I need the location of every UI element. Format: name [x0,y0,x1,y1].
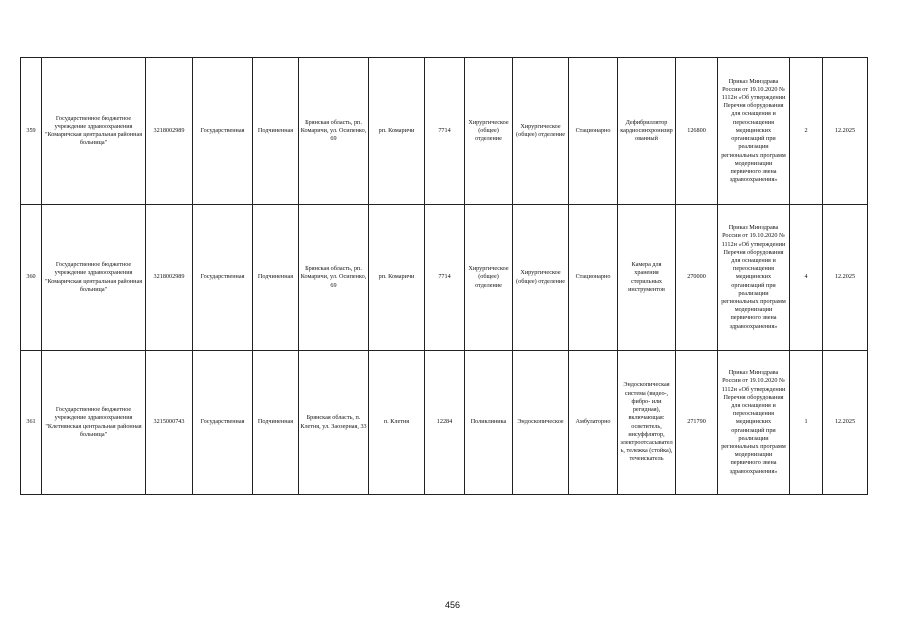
delivery-date: 12.2025 [823,351,868,495]
address: Брянская область, п. Клетня, ул. Заозерная, 33 [299,351,369,495]
sub-department: Эндоскопическое [513,351,569,495]
inn: 3218002989 [146,205,193,351]
delivery-date: 12.2025 [823,58,868,205]
sub-department: Хирургическое (общее) отделение [513,58,569,205]
locality: рп. Комаричи [369,205,425,351]
legal-basis: Приказ Минздрава России от 19.10.2020 № 1112н «Об утверждении Перечня оборудования для оснащения и переоснащения медицинских организаций при реализации региональных программ модернизации первичного звена здравоохранения» [718,351,790,495]
subordination: Подчиненная [253,351,299,495]
organization-name: Государственное бюджетное учреждение здравоохранения "Клетнянская центральная районная больница" [42,351,146,495]
registry-table [20,57,868,495]
ownership-form: Государственная [193,58,253,205]
price: 271790 [676,351,718,495]
department: Поликлиника [465,351,513,495]
price: 126800 [676,58,718,205]
ownership-form: Государственная [193,351,253,495]
table-row [21,205,868,351]
row-number: 359 [21,58,42,205]
department: Хирургическое (общее) отделение [465,205,513,351]
population: 12284 [425,351,465,495]
price: 270000 [676,205,718,351]
organization-name: Государственное бюджетное учреждение здравоохранения "Комаричская центральная районная больница" [42,58,146,205]
quantity: 2 [790,58,823,205]
table-row [21,58,868,205]
equipment-name: Камера для хранения стерильных инструментов [618,205,676,351]
delivery-date: 12.2025 [823,205,868,351]
quantity: 4 [790,205,823,351]
page-number: 456 [444,600,461,610]
locality: п. Клетня [369,351,425,495]
population: 7714 [425,58,465,205]
subordination: Подчиненная [253,205,299,351]
locality: рп. Комаричи [369,58,425,205]
row-number: 361 [21,351,42,495]
department: Хирургическое (общее) отделение [465,58,513,205]
legal-basis: Приказ Минздрава России от 19.10.2020 № 1112н «Об утверждении Перечня оборудования для оснащения и переоснащения медицинских организаций при реализации региональных программ модернизации первичного звена здравоохранения» [718,205,790,351]
address: Брянская область, рп. Комаричи, ул. Осипенко, 69 [299,58,369,205]
sub-department: Хирургическое (общее) отделение [513,205,569,351]
care-conditions: Стационарно [569,205,618,351]
equipment-name: Эндоскопическая система (видео-, фибро- или регидная), включающая: осветитель, инсуффлятор, электроотсасыватель, тележка (стойка), течеискатель [618,351,676,495]
care-conditions: Амбулаторно [569,351,618,495]
legal-basis: Приказ Минздрава России от 19.10.2020 № 1112н «Об утверждении Перечня оборудования для оснащения и переоснащения медицинских организаций при реализации региональных программ модернизации первичного звена здравоохранения» [718,58,790,205]
care-conditions: Стационарно [569,58,618,205]
row-number: 360 [21,205,42,351]
equipment-name: Дефибриллятор кардиосинхронизированный [618,58,676,205]
organization-name: Государственное бюджетное учреждение здравоохранения "Комаричская центральная районная больница" [42,205,146,351]
subordination: Подчиненная [253,58,299,205]
ownership-form: Государственная [193,205,253,351]
address: Брянская область, рп. Комаричи, ул. Осипенко, 69 [299,205,369,351]
inn: 3215000743 [146,351,193,495]
population: 7714 [425,205,465,351]
inn: 3218002989 [146,58,193,205]
quantity: 1 [790,351,823,495]
table-row [21,351,868,495]
